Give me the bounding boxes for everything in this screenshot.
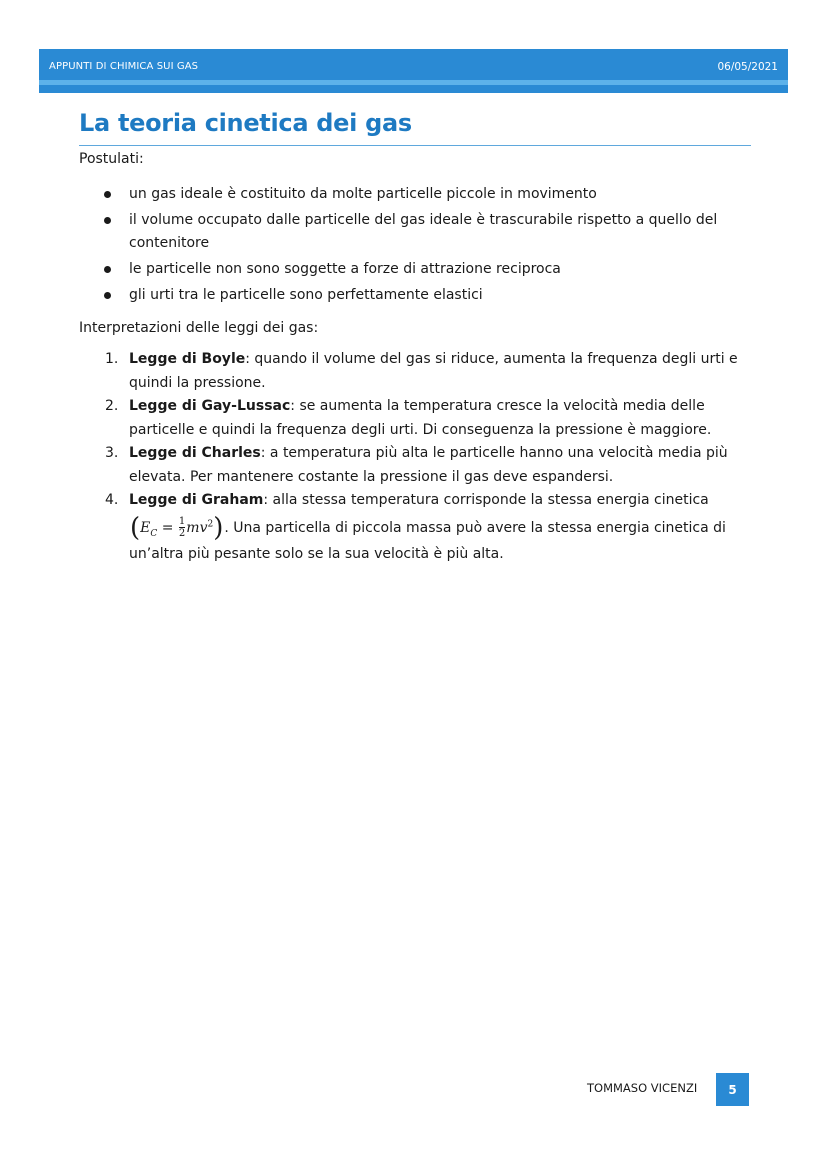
law-item-gay-lussac [79,395,751,442]
law-text: : a temperatura più alta le particelle hanno una velocità media più elevata. Per mantenere costante la pressione il gas deve espandersi. [129,445,728,485]
page-title: La teoria cinetica dei gas [79,109,412,137]
postulate-item: il volume occupato dalle particelle del gas ideale è trascurabile rispetto a quello del contenitore [79,209,739,255]
kinetic-energy-formula: ($E_C$ = $\frac{1}{2}$ $mv^2$) [130,512,224,543]
law-number: 3. [105,445,119,461]
formula-frac-den: 2 [178,528,186,539]
interpretations-label: Interpretazioni delle leggi dei gas: [79,320,319,336]
postulates-list [79,183,739,310]
law-text: : quando il volume del gas si riduce, aumenta la frequenza degli urti e quindi la pressione. [129,351,738,391]
law-name: Legge di Boyle [129,351,246,367]
law-item-charles [79,442,751,489]
header-date: 06/05/2021 [717,61,778,73]
formula-lhs: E [140,519,151,536]
law-item-graham [79,489,751,566]
law-name: Legge di Graham [129,492,264,508]
law-name: Legge di Gay-Lussac [129,398,291,414]
gas-laws-list [79,348,751,566]
law-name: Legge di Charles [129,445,261,461]
law-text-before: : alla stessa temperatura corrisponde la stessa energia cinetica [263,492,709,508]
formula-frac-num: 1 [178,516,186,527]
formula-eq: = [157,519,178,536]
header-course-title: APPUNTI DI CHIMICA SUI GAS [49,61,199,72]
law-text-after: . Una particella di piccola massa può avere la stessa energia cinetica di un’altra più pesante solo se la sua velocità è più alta. [129,519,726,562]
formula-fraction [179,516,185,539]
law-text: : se aumenta la temperatura cresce la velocità media delle particelle e quindi la frequenza degli urti. Di conseguenza la pressione è maggiore. [129,398,712,438]
law-number: 1. [105,351,119,367]
formula-rhs: mv [186,519,208,536]
postulate-item: le particelle non sono soggette a forze di attrazione reciproca [79,258,739,281]
header-accent-strip [39,80,788,85]
law-number: 4. [105,492,119,508]
law-item-boyle [79,348,751,395]
postulate-item: gli urti tra le particelle sono perfettamente elastici [79,284,739,307]
title-underline [79,145,751,146]
formula-lhs-sub: C [150,528,158,539]
postulate-item: un gas ideale è costituito da molte particelle piccole in movimento [79,183,739,206]
footer-author: TOMMASO VICENZI [587,1081,698,1095]
page-header [39,49,788,93]
postulates-label: Postulati: [79,151,144,167]
law-number: 2. [105,398,119,414]
page-number: 5 [716,1073,749,1106]
formula-rhs-sup: 2 [207,518,214,529]
